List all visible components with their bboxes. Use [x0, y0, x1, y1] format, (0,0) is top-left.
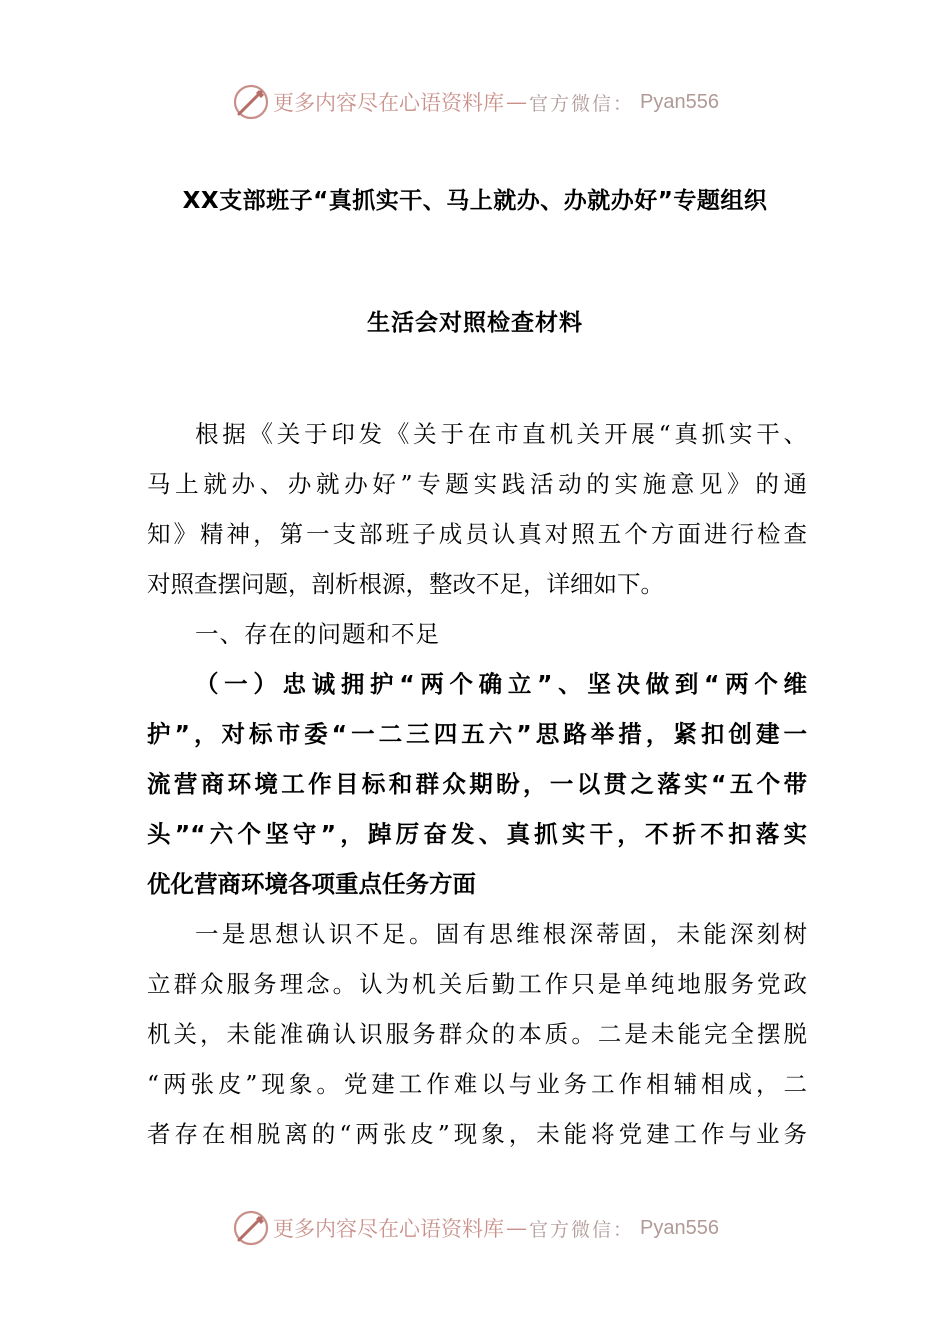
intro-line: 知》精神，第一支部班子成员认真对照五个方面进行检查: [147, 520, 807, 548]
watermark-site-text: 更多内容尽在心语资料库: [273, 1217, 504, 1241]
watermark-separator: —: [506, 1216, 527, 1240]
watermark-official-label: 官方微信：: [529, 92, 635, 115]
watermark-wechat-id: Pyan556: [640, 90, 719, 113]
paragraph-line: 机关，未能准确认识服务群众的本质。二是未能完全摆脱: [147, 1020, 807, 1048]
intro-line: 根据《关于印发《关于在市直机关开展“真抓实干、: [195, 420, 807, 448]
subsection-heading-line: （一）忠诚拥护“两个确立”、坚决做到“两个维: [195, 670, 807, 698]
paragraph-line: 者存在相脱离的“两张皮”现象，未能将党建工作与业务: [147, 1120, 807, 1148]
watermark-site-text: 更多内容尽在心语资料库: [273, 91, 504, 115]
document-title-line1: XX支部班子“真抓实干、马上就办、办就办好”专题组织: [182, 188, 768, 214]
document-title-line2: 生活会对照检查材料: [367, 310, 583, 336]
paragraph-line: 立群众服务理念。认为机关后勤工作只是单纯地服务党政: [147, 970, 807, 998]
document-body: [147, 414, 807, 1164]
intro-line: 对照查摆问题，剖析根源，整改不足，详细如下。: [147, 570, 664, 598]
pen-logo-icon: [231, 82, 271, 122]
paragraph-line: “两张皮”现象。党建工作难以与业务工作相辅相成，二: [147, 1070, 807, 1098]
watermark-banner-bottom: [0, 1206, 950, 1250]
pen-logo-icon: [231, 1208, 271, 1248]
section-heading: 一、存在的问题和不足: [195, 620, 440, 648]
watermark-official-label: 官方微信：: [529, 1218, 635, 1241]
subsection-heading-line: 优化营商环境各项重点任务方面: [147, 870, 476, 898]
subsection-heading-line: 护”，对标市委“一二三四五六”思路举措，紧扣创建一: [147, 720, 807, 748]
intro-line: 马上就办、办就办好”专题实践活动的实施意见》的通: [147, 470, 807, 498]
watermark-separator: —: [506, 90, 527, 114]
subsection-heading-line: 流营商环境工作目标和群众期盼，一以贯之落实“五个带: [147, 770, 807, 798]
watermark-banner-top: [0, 80, 950, 124]
paragraph-line: 一是思想认识不足。固有思维根深蒂固，未能深刻树: [195, 920, 807, 948]
watermark-wechat-id: Pyan556: [640, 1216, 719, 1239]
subsection-heading-line: 头”“六个坚守”，踔厉奋发、真抓实干，不折不扣落实: [147, 820, 807, 848]
